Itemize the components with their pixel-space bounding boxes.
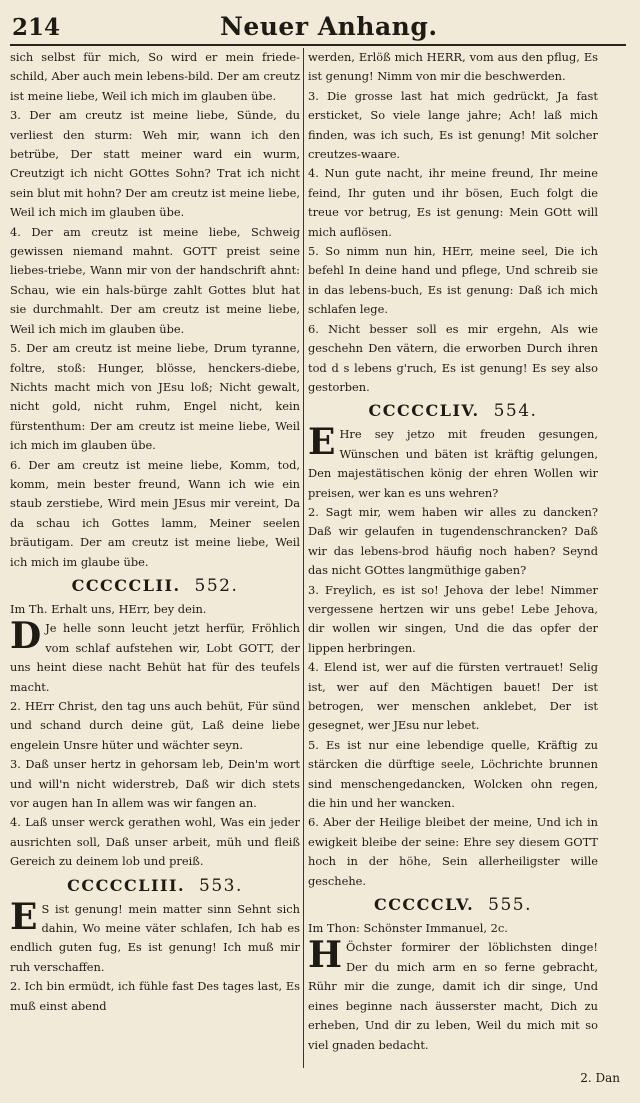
page-number: 214 (12, 14, 61, 41)
left-column (10, 48, 300, 1088)
hymn-roman-numeral: CCCCCLIII. (67, 875, 186, 895)
hymn-number: 553. (199, 875, 243, 896)
header-rule (10, 44, 626, 46)
hymn-roman-numeral: CCCCCLV. (373, 895, 475, 915)
verse-continuation: werden, Erlöß mich HERR, vom aus den pflug, Es ist genung! Nimm von mir die beschwerden. (308, 50, 598, 84)
verse-continuation: sich selbst für mich, So wird er mein friede-schild, Aber auch mein lebens-bild. Der am creutz ist meine liebe, Weil ich mich im glauben übe. (10, 50, 300, 103)
verse: 3. Die grosse last hat mich gedrückt, Ja fast ersticket, So viele lange jahre; Ach! laß mich finden, was ich such, Es ist genung! Mit solcher creutzes-waare. (308, 88, 598, 162)
catchword: 2. Dan (580, 1071, 620, 1085)
verse: 2. Sagt mir, wem haben wir alles zu dancken? Daß wir gelaufen in tugendenschrancken? Daß wir das lebens-brod häufig noch haben? Seynd das nicht GOttes langmüthige gaben? (308, 504, 598, 578)
verse-first (308, 934, 598, 1054)
column-divider (303, 48, 304, 1068)
drop-cap: H (308, 934, 343, 977)
verse-text: Öchster formirer der löblichsten dinge! Der du mich arm en so ferne gebracht, Rühr mir die zunge, damit ich dir singe, Und eines beginne nach äusserster macht, Dich zu erheben, Und dir zu leben, Weil du mich mit so viel gnaden bedacht. (308, 940, 598, 1052)
verse-text: S ist genung! mein matter sinn Sehnt sich dahin, Wo meine väter schlafen, Ich hab es endlich guten fug, Es ist genung! Ich muß mir ruh verschaffen. (10, 901, 300, 974)
verse: 6. Der am creutz ist meine liebe, Komm, tod, komm, mein bester freund, Wann ich wie ein staub zerstiebe, Wird mein JEsus mir vereint, Da da schau ich Gottes lamm, Meiner seelen bräutigam. Der am creutz ist meine liebe, Weil ich mich im glaube übe. (10, 457, 300, 569)
verse: 3. Der am creutz ist meine liebe, Sünde, du verliest den sturm: Weh mir, wann ich den betrübe, Der statt meiner ward ein wurm, Creutzigt ich nicht GOttes Sohn? Trat ich nicht sein blut mit hohn? Der am creutz ist meine liebe, Weil ich mich im glauben übe. (10, 108, 300, 220)
hymn-heading-554 (308, 399, 598, 423)
right-column (308, 48, 598, 1088)
verse: 5. Es ist nur eine lebendige quelle, Kräftig zu stärcken die dürftige seele, Löchrichte brunnen sind menschengedancken, Wolcken ohn regen, die hin und her wancken. (308, 737, 598, 811)
verse: 5. So nimm nun hin, HErr, meine seel, Die ich befehl In deine hand und pflege, Und schreib sie in das lebens-buch, Es ist genung: Daß ich mich schlafen lege. (308, 244, 598, 317)
verse-first (308, 421, 598, 503)
hymn-heading-552 (10, 574, 300, 598)
drop-cap: E (10, 895, 38, 938)
running-title: Neuer Anhang. (220, 12, 438, 41)
verse-text: Hre sey jetzo mit freuden gesungen, Wünschen und bäten ist kräftig gelungen, Den majestätischen könig der ehren Wollen wir preisen, wer kan es uns wehren? (308, 427, 598, 500)
hymn-heading-555 (308, 893, 598, 917)
hymn-number: 554. (493, 401, 538, 422)
verse: 4. Laß unser werck gerathen wohl, Was ein jeder ausrichten soll, Daß unser arbeit, müh und fleiß Gereich zu deinem lob und preiß. (10, 815, 300, 869)
verse-text: Je helle sonn leucht jetzt herfür, Fröhlich vom schlaf aufstehen wir, Lobt GOTT, der uns heint diese nacht Behüt hat für des teufels macht. (10, 621, 300, 694)
melody-line: Im Thon: Schönster Immanuel, 2c. (308, 921, 508, 936)
hymn-roman-numeral: CCCCCLIV. (368, 401, 480, 421)
verse: 6. Nicht besser soll es mir ergehn, Als wie geschehn Den vätern, die erworben Durch ihren tod d s lebens g'ruch, Es ist genung! Es sey also gestorben. (308, 321, 598, 394)
verse: 3. Daß unser hertz in gehorsam leb, Dein'm wort und will'n nicht widerstreb, Daß wir dich stets vor augen han In allem was wir fangen an. (10, 757, 300, 811)
verse: 2. HErr Christ, den tag uns auch behüt, Für sünd und schand durch deine güt, Laß deine liebe engelein Unsre hüter und wächter seyn. (10, 699, 300, 752)
melody-line: Im Th. Erhalt uns, HErr, bey dein. (10, 601, 207, 616)
verse: 4. Der am creutz ist meine liebe, Schweig gewissen niemand mahnt. GOTT preist seine liebes-triebe, Wann mir von der handschrift ahnt: Schau, wie ein hals-bürge zahlt Gottes blut hat sie durchmahlt. Der am creutz ist meine liebe, Weil ich mich im glauben übe. (10, 224, 300, 336)
hymn-heading-553 (10, 874, 300, 898)
verse-first (10, 615, 300, 697)
verse: 2. Ich bin ermüdt, ich fühle fast Des tages last, Es muß einst abend (10, 979, 300, 1013)
drop-cap: D (10, 615, 42, 658)
hymn-number: 555. (488, 895, 533, 916)
hymn-number: 552. (194, 575, 239, 596)
page-header (10, 8, 626, 46)
verse: 5. Der am creutz ist meine liebe, Drum tyranne, foltre, stoß: Hunger, blösse, henckers-diebe, Nichts macht mich von JEsu loß; Nicht gewalt, nicht gold, nicht ruhm, Engel nicht, kein fürstenthum: Der am creutz ist meine liebe, Weil ich mich im glauben übe. (10, 341, 300, 453)
verse: 4. Elend ist, wer auf die fürsten vertrauet! Selig ist, wer auf den Mächtigen bauet! Der ist betrogen, wer menschen anklebet, Der ist gesegnet, wer JEsu nur lebet. (308, 660, 598, 733)
verse: 4. Nun gute nacht, ihr meine freund, Ihr meine feind, Ihr guten und ihr bösen, Euch folgt die treue vor betrug, Es ist genung: Mein GOtt will mich auflösen. (308, 166, 598, 239)
verse: 3. Freylich, es ist so! Jehova der lebe! Nimmer vergessene hertzen wir uns gebe! Lebe Jehova, dir wollen wir singen, Und die das opfer der lippen herbringen. (308, 582, 598, 655)
hymn-roman-numeral: CCCCCLII. (71, 575, 181, 595)
verse-first (10, 895, 300, 978)
drop-cap: E (308, 421, 336, 464)
verse: 6. Aber der Heilige bleibet der meine, Und ich in ewigkeit bleibe der seine: Ehre sey diesem GOTT hoch in der höhe, Sein allerheiligster wille geschehe. (308, 815, 598, 888)
